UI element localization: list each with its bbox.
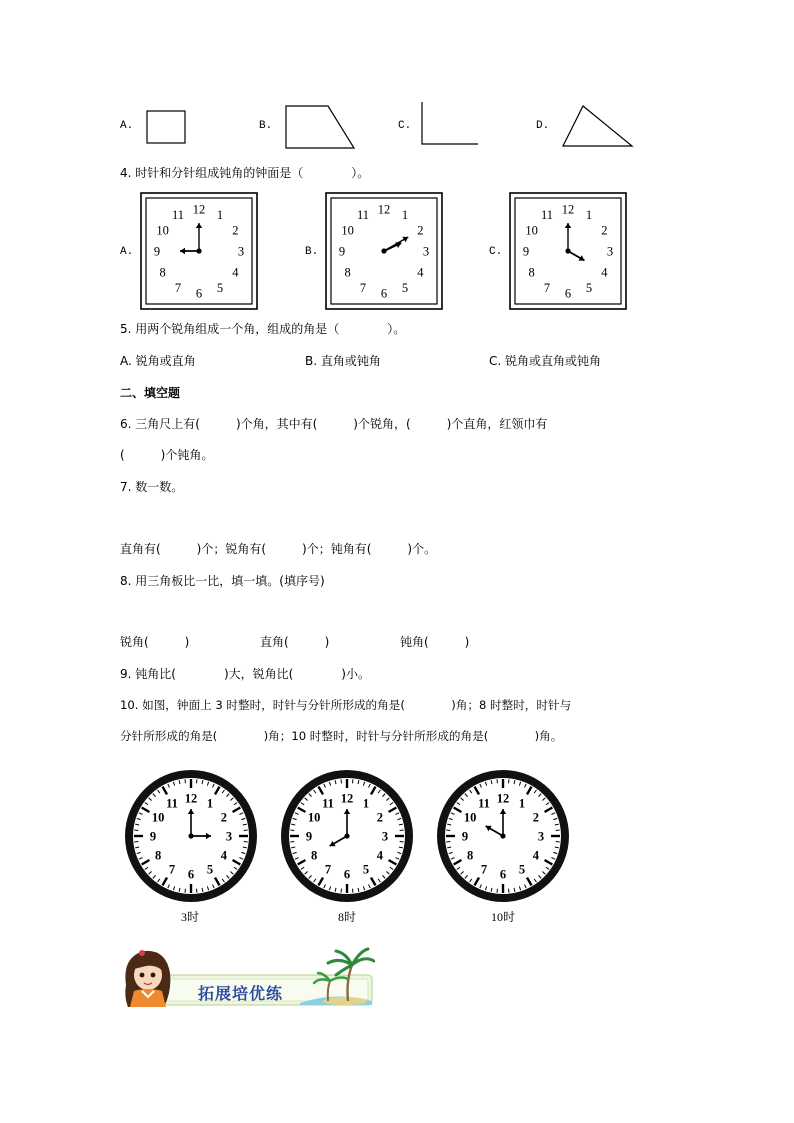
- clock-number: 5: [585, 280, 593, 295]
- round-clock-8: [279, 768, 415, 904]
- q6-line1: 6. 三角尺上有( )个角，其中有( )个锐角，( )个直角，红领巾有: [120, 417, 548, 431]
- q5-option-c: C. 锐角或直角或钝角: [489, 354, 602, 368]
- option-c-label: C.: [398, 120, 412, 132]
- clock-number: 10: [463, 810, 477, 825]
- clock-number: 12: [340, 791, 354, 806]
- round-clock-3: [123, 768, 259, 904]
- clock-number: 7: [168, 862, 176, 877]
- clock-number: 5: [401, 280, 409, 295]
- clock-number: 4: [601, 265, 608, 280]
- square-clock-c: [509, 192, 627, 310]
- clock-number: 4: [417, 265, 424, 280]
- clock-number: 1: [206, 796, 214, 811]
- clock-number: 7: [324, 862, 332, 877]
- q4-text: 4. 时针和分针组成钝角的钟面是（ ）。: [120, 166, 370, 180]
- clock-number: 6: [343, 867, 351, 882]
- clock-number: 2: [220, 810, 228, 825]
- round-clock-10: [435, 768, 571, 904]
- q10-line1: 10. 如图，钟面上 3 时整时，时针与分针所形成的角是( )角；8 时整时，时针与: [120, 698, 572, 712]
- clock-number: 6: [564, 286, 572, 301]
- q8-answer-obtuse: 钝角( ): [400, 635, 470, 649]
- clock-number: 8: [466, 848, 474, 863]
- clock-number: 10: [307, 810, 321, 825]
- clock-number: 12: [192, 202, 206, 217]
- clock-number: 11: [166, 796, 178, 811]
- clock-number: 2: [532, 810, 540, 825]
- clock-number: 1: [401, 208, 409, 223]
- clock-number: 10: [341, 223, 354, 238]
- option-a-label: A.: [120, 120, 134, 132]
- clock-number: 4: [532, 848, 540, 863]
- q7-text: 7. 数一数。: [120, 480, 184, 494]
- option-b-label: B.: [259, 120, 273, 132]
- clock-number: 9: [149, 829, 157, 844]
- square-shape: [146, 110, 188, 144]
- clock-number: 11: [540, 208, 554, 223]
- clock-number: 7: [480, 862, 488, 877]
- clock-center: [188, 833, 193, 838]
- clock-number: 11: [478, 796, 490, 811]
- q5-option-b: B. 直角或钝角: [305, 354, 381, 368]
- clock-number: 9: [305, 829, 313, 844]
- clock-caption-8: 8时: [338, 910, 357, 924]
- clock-number: 5: [362, 862, 370, 877]
- clock-number: 6: [380, 286, 388, 301]
- clock-number: 9: [338, 244, 346, 259]
- clock-number: 9: [461, 829, 469, 844]
- q6-line2: ( )个钝角。: [120, 448, 214, 462]
- clock-number: 4: [376, 848, 384, 863]
- clock-number: 8: [528, 265, 535, 280]
- clock-center: [500, 833, 505, 838]
- clock-number: 6: [499, 867, 507, 882]
- clock-number: 1: [518, 796, 526, 811]
- extension-banner: [120, 945, 375, 1013]
- clock-number: 8: [159, 265, 166, 280]
- clock-number: 1: [362, 796, 370, 811]
- clock-number: 11: [356, 208, 370, 223]
- clock-number: 1: [216, 208, 224, 223]
- triangle-shape: [561, 104, 635, 150]
- clock-number: 11: [171, 208, 185, 223]
- clock-number: 1: [585, 208, 593, 223]
- clock-number: 12: [496, 791, 510, 806]
- clock-number: 10: [525, 223, 538, 238]
- clock-b-label: B.: [305, 246, 319, 258]
- clock-number: 3: [422, 244, 430, 259]
- clock-number: 3: [225, 829, 233, 844]
- q10-line2: 分针所形成的角是( )角；10 时整时，时针与分针所形成的角是( )角。: [120, 729, 563, 743]
- clock-number: 2: [232, 223, 239, 238]
- clock-number: 8: [344, 265, 351, 280]
- q9-text: 9. 钝角比( )大，锐角比( )小。: [120, 667, 370, 681]
- clock-number: 8: [154, 848, 162, 863]
- banner-title: 拓展培优练: [198, 984, 284, 1003]
- clock-center: [381, 248, 386, 253]
- q5-text: 5. 用两个锐角组成一个角，组成的角是（ ）。: [120, 322, 406, 336]
- q5-option-a: A. 锐角或直角: [120, 354, 196, 368]
- clock-number: 2: [417, 223, 424, 238]
- clock-number: 12: [184, 791, 198, 806]
- clock-number: 6: [187, 867, 195, 882]
- clock-number: 7: [543, 280, 551, 295]
- clock-number: 10: [151, 810, 165, 825]
- clock-number: 3: [381, 829, 389, 844]
- q8-answer-right: 直角( ): [260, 635, 330, 649]
- clock-number: 4: [232, 265, 239, 280]
- clock-caption-10: 10时: [491, 910, 516, 924]
- q8-text: 8. 用三角板比一比，填一填。(填序号): [120, 574, 325, 588]
- clock-number: 4: [220, 848, 228, 863]
- section-title: 二、填空题: [120, 386, 181, 400]
- q7-answer: 直角有( )个；锐角有( )个；钝角有( )个。: [120, 542, 437, 556]
- clock-number: 10: [156, 223, 169, 238]
- clock-number: 8: [310, 848, 318, 863]
- clock-number: 12: [561, 202, 575, 217]
- square-clock-b: [325, 192, 443, 310]
- clock-number: 7: [359, 280, 367, 295]
- clock-number: 9: [522, 244, 530, 259]
- clock-number: 7: [174, 280, 182, 295]
- clock-number: 6: [195, 286, 203, 301]
- option-d-label: D.: [536, 120, 550, 132]
- clock-center: [344, 833, 349, 838]
- clock-center: [196, 248, 201, 253]
- right-angle-shape: [420, 101, 482, 149]
- q8-answer-acute: 锐角( ): [120, 635, 190, 649]
- trapezoid-shape: [285, 104, 357, 150]
- clock-number: 3: [237, 244, 245, 259]
- clock-number: 3: [606, 244, 614, 259]
- clock-number: 5: [518, 862, 526, 877]
- clock-number: 9: [153, 244, 161, 259]
- clock-a-label: A.: [120, 246, 134, 258]
- clock-caption-3: 3时: [181, 910, 200, 924]
- clock-number: 12: [377, 202, 391, 217]
- clock-number: 5: [216, 280, 224, 295]
- clock-c-label: C.: [489, 246, 503, 258]
- clock-number: 5: [206, 862, 214, 877]
- clock-number: 2: [376, 810, 384, 825]
- girl-cartoon-icon: [125, 950, 170, 1007]
- clock-center: [565, 248, 570, 253]
- clock-number: 2: [601, 223, 608, 238]
- square-clock-a: [140, 192, 258, 310]
- clock-number: 11: [322, 796, 334, 811]
- clock-number: 3: [537, 829, 545, 844]
